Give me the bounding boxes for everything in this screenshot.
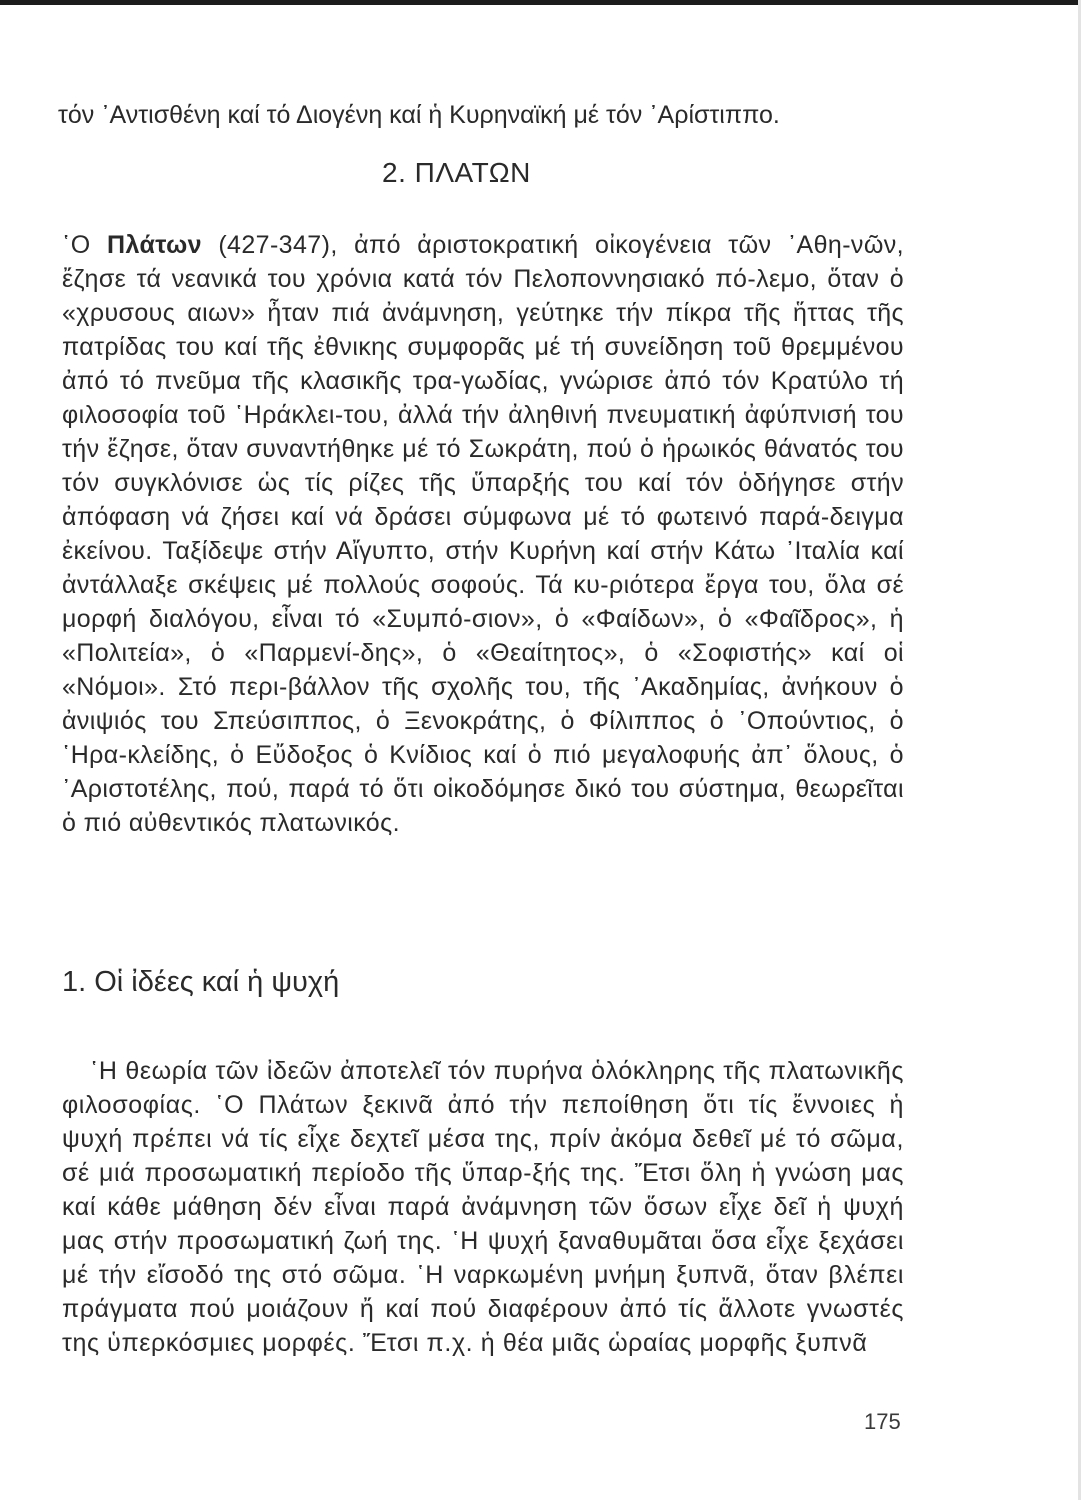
- paragraph-lead: ῾Ο: [62, 231, 107, 259]
- paragraph-body: (427-347), ἀπό ἀριστοκρατική οἰκογένεια τῶν ᾿Αθη-νῶν, ἔζησε τά νεανικά του χρόνια κατά τόν Πελοποννησιακό πό-λεμο, ὅταν ὁ «χρυσους αιων» ἦταν πιά ἀνάμνηση, γεύτηκε τήν πίκρα τῆς ἥττας τῆς πατρίδας του καί τῆς ἐθνικης συμφορᾶς μέ τή συνείδηση τοῦ θρεμμένου ἀπό τό πνεῦμα τῆς κλασικῆς τρα-γωδίας, γνώρισε ἀπό τόν Κρατύλο τή φιλοσοφία τοῦ ῾Ηράκλει-του, ἀλλά τήν ἀληθινή πνευματική ἀφύπνισή του τήν ἔζησε, ὅταν συναντήθηκε μέ τό Σωκράτη, πού ὁ ἡρωικός θάνατός του τόν συγκλόνισε ὡς τίς ρίζες τῆς ὕπαρξής του καί τόν ὁδήγησε στήν ἀπόφαση νά ζήσει καί νά δράσει σύμφωνα μέ τό φωτεινό παρά-δειγμα ἐκείνου. Ταξίδεψε στήν Αἴγυπτο, στήν Κυρήνη καί στήν Κάτω ᾿Ιταλία καί ἀντάλλαξε σκέψεις μέ πολλούς σοφούς. Τά κυ-ριότερα ἔργα του, ὅλα σέ μορφή διαλόγου, εἶναι τό «Συμπό-σιον», ὁ «Φαίδων», ὁ «Φαῖδρος», ἡ «Πολιτεία», ὁ «Παρμενί-δης», ὁ «Θεαίτητος», ὁ «Σοφιστής» καί οἱ «Νόμοι». Στό περι-βάλλον τῆς σχολῆς του, τῆς ᾿Ακαδημίας, ἀνήκουν ὁ ἀνιψιός του Σπεύσιππος, ὁ Ξενοκράτης, ὁ Φίλιππος ὁ ᾿Οπούντιος, ὁ ῾Ηρα-κλείδης, ὁ Εὔδοξος ὁ Κνίδιος καί ὁ πιό μεγαλοφυής ἀπ᾿ ὅλους, ὁ ᾿Αριστοτέλης, πού, παρά τό ὅτι οἰκοδόμησε δικό του σύστημα, θεωρεῖται ὁ πιό αὐθεντικός πλατωνικός.: [62, 231, 904, 837]
- paragraph-theory-of-ideas: ῾Η θεωρία τῶν ἰδεῶν ἀποτελεῖ τόν πυρήνα ὁλόκληρης τῆς πλατωνικῆς φιλοσοφίας. ῾Ο Πλάτων ξεκινᾶ ἀπό τήν πεποίθηση ὅτι τίς ἔννοιες ἡ ψυχή πρέπει νά τίς εἶχε δεχτεῖ μέσα της, πρίν ἀκόμα δεθεῖ μέ τό σῶμα, σέ μιά προσωματική περίοδο τῆς ὕπαρ-ξής της. Ἔτσι ὅλη ἡ γνώση μας καί κάθε μάθηση δέν εἶναι παρά ἀνάμνηση τῶν ὅσων εἶχε δεῖ ἡ ψυχή μας στήν προσωματική ζωή της. ῾Η ψυχή ξαναθυμᾶται ὅσα εἶχε ξεχάσει μέ τήν εἴσοδό της στό σῶμα. ῾Η ναρκωμένη μνήμη ξυπνᾶ, ὅταν βλέπει πράγματα πού μοιάζουν ἤ καί πού διαφέρουν ἀπό τίς ἄλλοτε γνωστές της ὑπερκόσμιες μορφές. Ἔτσι π.χ. ἡ θέα μιᾶς ὡραίας μορφῆς ξυπνᾶ: [62, 1057, 904, 1357]
- section-title: 2. ΠΛΑΤΩΝ: [382, 157, 531, 188]
- subheading-ideas-soul: 1. Οἱ ἰδέες καί ἡ ψυχή: [62, 966, 340, 998]
- page-number: 175: [864, 1409, 901, 1434]
- paragraph-plato-bio: [62, 228, 904, 840]
- plato-name: Πλάτων: [107, 231, 202, 259]
- intro-line: τόν ᾿Αντισθένη καί τό Διογένη καί ἡ Κυρηναϊκή μέ τόν ᾿Αρίστιππο.: [58, 101, 780, 129]
